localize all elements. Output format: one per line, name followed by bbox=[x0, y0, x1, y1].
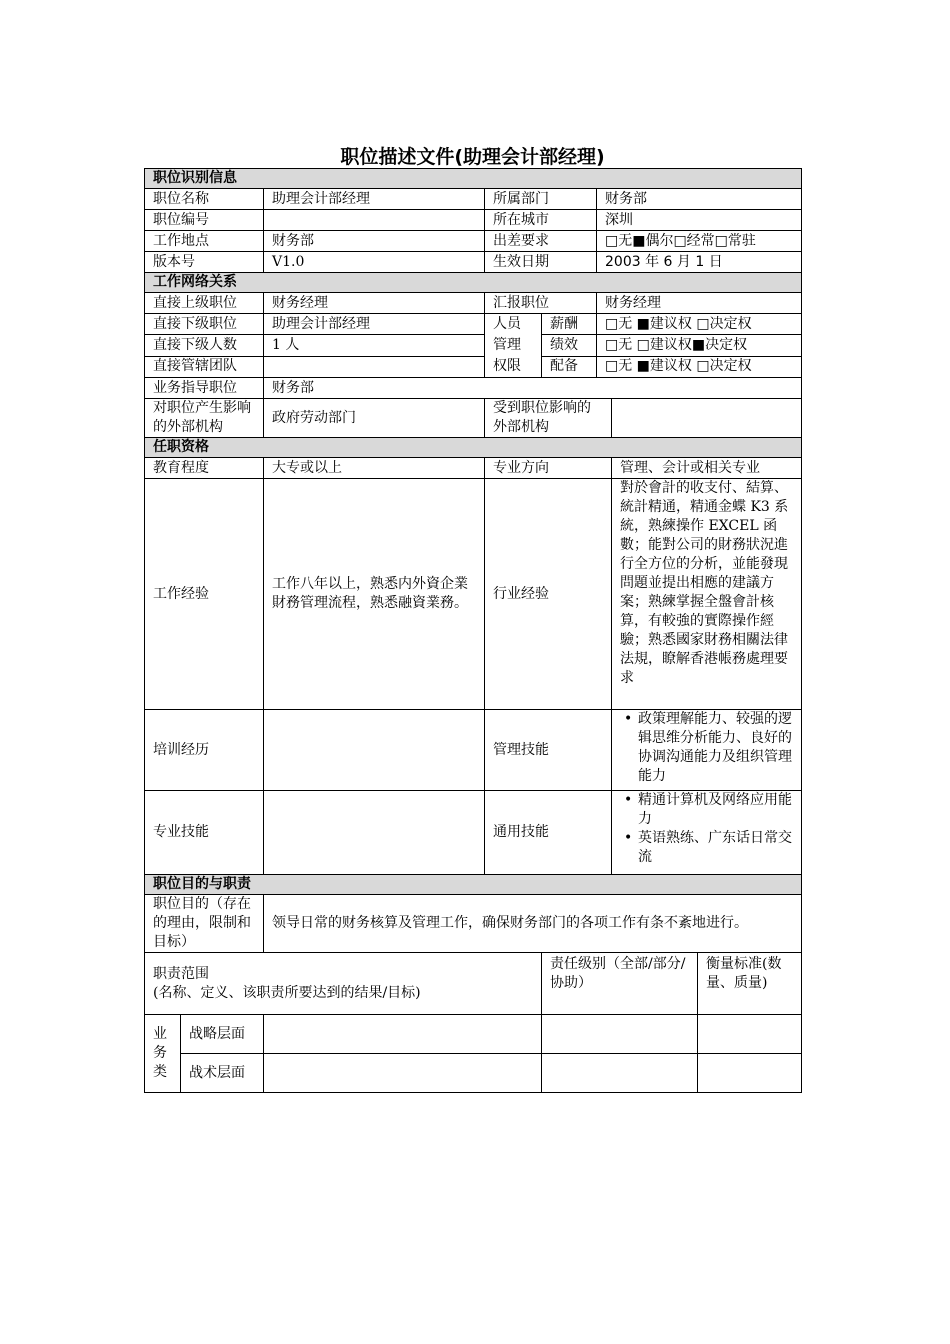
major-label: 专业方向 bbox=[485, 458, 612, 479]
subordinate-label: 直接下级职位 bbox=[145, 314, 264, 335]
guidance-value: 财务部 bbox=[264, 378, 802, 399]
education-label: 教育程度 bbox=[145, 458, 264, 479]
city-value: 深圳 bbox=[597, 210, 802, 231]
measure-label: 衡量标准(数量、质量) bbox=[698, 953, 802, 1015]
level-label: 责任级别（全部/部分/协助） bbox=[542, 953, 698, 1015]
scope-sublabel: (名称、定义、该职责所要达到的结果/目标) bbox=[153, 984, 421, 1001]
department-label: 所属部门 bbox=[485, 189, 597, 210]
industry-value: 對於會計的收支付、結算、統計精通，精通金蝶 K3 系統，熟練操作 EXCEL 函數；能對公司的財務狀況進行全方位的分析，並能發現問題並提出相應的建議方案；熟練掌握全盤會計核算，有較強的實際操作經驗；熟悉國家財務相關法律法規，瞭解香港帳務處理要求 bbox=[612, 479, 802, 710]
performance-value: □无 □建议权■决定权 bbox=[597, 335, 802, 356]
mgmt-skill-label: 管理技能 bbox=[485, 710, 612, 791]
position-name-value: 助理会计部经理 bbox=[264, 189, 485, 210]
training-value bbox=[264, 710, 485, 791]
external-influencing-label: 对职位产生影响的外部机构 bbox=[145, 399, 264, 438]
industry-label: 行业经验 bbox=[485, 479, 612, 710]
tactical-measure bbox=[698, 1054, 802, 1093]
section-identification: 职位识别信息 bbox=[145, 169, 802, 189]
effective-date-value: 2003 年 6 月 1 日 bbox=[597, 252, 802, 273]
experience-value: 工作八年以上，熟悉内外資企業財務管理流程，熟悉融資業務。 bbox=[264, 479, 485, 710]
external-influenced-label: 受到职位影响的外部机构 bbox=[485, 399, 612, 438]
guidance-label: 业务指导职位 bbox=[145, 378, 264, 399]
job-description-table bbox=[144, 168, 802, 1093]
travel-value: □无■偶尔□经常□常驻 bbox=[597, 231, 802, 252]
section-network: 工作网络关系 bbox=[145, 273, 802, 293]
business-category-label: 业务类 bbox=[145, 1015, 181, 1093]
section-qualification: 任职资格 bbox=[145, 438, 802, 458]
sub-count-value: 1 人 bbox=[264, 335, 485, 356]
superior-value: 财务经理 bbox=[264, 293, 485, 314]
authority-label: 人员管理权限 bbox=[485, 314, 542, 378]
staffing-label: 配备 bbox=[542, 356, 597, 377]
position-no-value bbox=[264, 210, 485, 231]
location-label: 工作地点 bbox=[145, 231, 264, 252]
superior-label: 直接上级职位 bbox=[145, 293, 264, 314]
performance-label: 绩效 bbox=[542, 335, 597, 356]
general-skill-label: 通用技能 bbox=[485, 791, 612, 875]
document-title: 职位描述文件(助理会计部经理) bbox=[340, 146, 605, 168]
tactical-level bbox=[542, 1054, 698, 1093]
mgmt-skill-item: • 政策理解能力、较强的逻辑思维分析能力、良好的协调沟通能力及组织管理能力 bbox=[638, 710, 793, 786]
team-label: 直接管辖团队 bbox=[145, 356, 264, 377]
experience-label: 工作经验 bbox=[145, 479, 264, 710]
location-value: 财务部 bbox=[264, 231, 485, 252]
general-skill-item: • 精通计算机及网络应用能力 bbox=[638, 791, 793, 829]
travel-label: 出差要求 bbox=[485, 231, 597, 252]
salary-value: □无 ■建议权 □决定权 bbox=[597, 314, 802, 335]
effective-date-label: 生效日期 bbox=[485, 252, 597, 273]
scope-label: 职责范围 bbox=[153, 965, 209, 982]
staffing-value: □无 ■建议权 □决定权 bbox=[597, 356, 802, 377]
position-name-label: 职位名称 bbox=[145, 189, 264, 210]
prof-skill-label: 专业技能 bbox=[145, 791, 264, 875]
strategic-scope bbox=[264, 1015, 542, 1054]
subordinate-value: 助理会计部经理 bbox=[264, 314, 485, 335]
education-value: 大专或以上 bbox=[264, 458, 485, 479]
scope-header bbox=[145, 953, 542, 1015]
section-purpose: 职位目的与职责 bbox=[145, 875, 802, 895]
purpose-label: 职位目的（存在的理由，限制和目标） bbox=[145, 895, 264, 953]
training-label: 培训经历 bbox=[145, 710, 264, 791]
major-value: 管理、会计或相关专业 bbox=[612, 458, 802, 479]
version-label: 版本号 bbox=[145, 252, 264, 273]
salary-label: 薪酬 bbox=[542, 314, 597, 335]
strategic-measure bbox=[698, 1015, 802, 1054]
external-influencing-value: 政府劳动部门 bbox=[264, 399, 485, 438]
version-value: V1.0 bbox=[264, 252, 485, 273]
position-no-label: 职位编号 bbox=[145, 210, 264, 231]
strategic-level bbox=[542, 1015, 698, 1054]
strategic-label: 战略层面 bbox=[181, 1015, 264, 1054]
city-label: 所在城市 bbox=[485, 210, 597, 231]
external-influenced-value bbox=[612, 399, 802, 438]
prof-skill-value bbox=[264, 791, 485, 875]
tactical-scope bbox=[264, 1054, 542, 1093]
general-skill-list bbox=[612, 791, 802, 875]
report-value: 财务经理 bbox=[597, 293, 802, 314]
general-skill-item: • 英语熟练、广东话日常交流 bbox=[638, 829, 793, 867]
mgmt-skill-list bbox=[612, 710, 802, 791]
sub-count-label: 直接下级人数 bbox=[145, 335, 264, 356]
tactical-label: 战术层面 bbox=[181, 1054, 264, 1093]
report-label: 汇报职位 bbox=[485, 293, 597, 314]
purpose-value: 领导日常的财务核算及管理工作，确保财务部门的各项工作有条不紊地进行。 bbox=[264, 895, 802, 953]
department-value: 财务部 bbox=[597, 189, 802, 210]
team-value bbox=[264, 356, 485, 377]
